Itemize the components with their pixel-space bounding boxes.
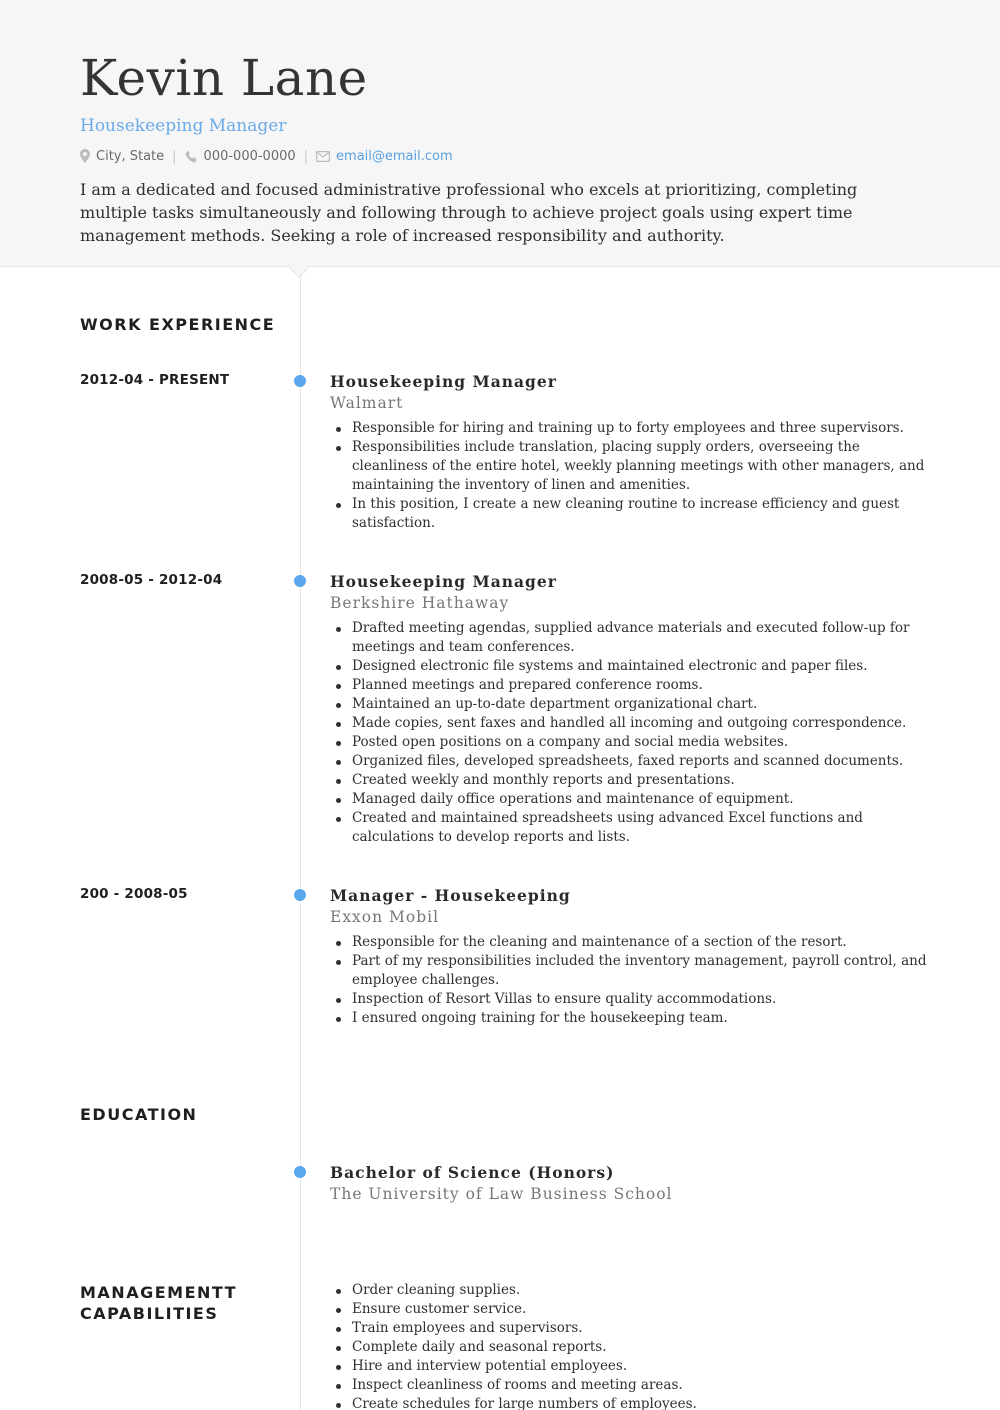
job-bullets bbox=[330, 933, 930, 1028]
list-item: Responsible for hiring and training up to forty employees and three supervisors. bbox=[330, 419, 930, 438]
contact-email[interactable] bbox=[316, 149, 453, 164]
list-item: Order cleaning supplies. bbox=[330, 1281, 930, 1300]
capabilities-list bbox=[330, 1281, 930, 1410]
contact-phone bbox=[185, 149, 296, 164]
job-entry bbox=[330, 571, 930, 847]
job-title: Manager - Housekeeping bbox=[330, 886, 571, 905]
list-item: Organized files, developed spreadsheets, faxed reports and scanned documents. bbox=[330, 752, 930, 771]
timeline-dot bbox=[294, 575, 306, 587]
capabilities-entry bbox=[330, 1281, 930, 1410]
contact-location bbox=[80, 149, 164, 164]
timeline-dot bbox=[294, 889, 306, 901]
list-item: I ensured ongoing training for the housekeeping team. bbox=[330, 1009, 930, 1028]
contact-separator: | bbox=[172, 148, 177, 164]
job-company: Walmart bbox=[330, 394, 404, 412]
list-item: Hire and interview potential employees. bbox=[330, 1357, 930, 1376]
list-item: Posted open positions on a company and social media websites. bbox=[330, 733, 930, 752]
phone-icon bbox=[185, 150, 198, 163]
degree-title: Bachelor of Science (Honors) bbox=[330, 1163, 615, 1182]
list-item: Responsible for the cleaning and maintenance of a section of the resort. bbox=[330, 933, 930, 952]
list-item: Designed electronic file systems and maintained electronic and paper files. bbox=[330, 657, 930, 676]
list-item: Inspection of Resort Villas to ensure quality accommodations. bbox=[330, 990, 930, 1009]
list-item: Created and maintained spreadsheets using advanced Excel functions and calculations to develop reports and lists. bbox=[330, 809, 930, 847]
list-item: Drafted meeting agendas, supplied advance materials and executed follow-up for meetings and team conferences. bbox=[330, 619, 930, 657]
job-entry bbox=[330, 371, 930, 533]
list-item: Part of my responsibilities included the inventory management, payroll control, and employee challenges. bbox=[330, 952, 930, 990]
job-dates: 2008-05 - 2012-04 bbox=[80, 572, 223, 588]
list-item: Create schedules for large numbers of employees. bbox=[330, 1395, 930, 1410]
list-item: Responsibilities include translation, placing supply orders, overseeing the cleanliness of the entire hotel, weekly planning meetings with other managers, and maintaining the inventory of linen and amenities. bbox=[330, 438, 930, 495]
location-text: City, State bbox=[96, 148, 165, 164]
list-item: Created weekly and monthly reports and presentations. bbox=[330, 771, 930, 790]
school-name: The University of Law Business School bbox=[330, 1185, 673, 1203]
capabilities-title-line1: MANAGEMENTT bbox=[80, 1283, 238, 1302]
job-entry bbox=[330, 885, 930, 1028]
phone-text: 000-000-0000 bbox=[203, 148, 296, 164]
list-item: Maintained an up-to-date department organizational chart. bbox=[330, 695, 930, 714]
contact-separator: | bbox=[303, 148, 309, 164]
job-company: Berkshire Hathaway bbox=[330, 594, 510, 612]
list-item: Train employees and supervisors. bbox=[330, 1319, 930, 1338]
section-title-work: WORK EXPERIENCE bbox=[80, 315, 276, 334]
resume-header bbox=[0, 0, 1000, 267]
job-company: Exxon Mobil bbox=[330, 908, 440, 926]
list-item: Managed daily office operations and maintenance of equipment. bbox=[330, 790, 930, 809]
timeline-dot bbox=[294, 375, 306, 387]
education-entry bbox=[330, 1162, 930, 1210]
timeline-dot bbox=[294, 1166, 306, 1178]
contact-bar bbox=[80, 146, 453, 166]
section-title-capabilities bbox=[80, 1282, 237, 1324]
candidate-name: Kevin Lane bbox=[80, 49, 368, 107]
job-bullets bbox=[330, 619, 930, 847]
job-dates: 2012-04 - PRESENT bbox=[80, 372, 230, 388]
email-link[interactable]: email@email.com bbox=[336, 148, 453, 164]
envelope-icon bbox=[316, 151, 330, 162]
list-item: Ensure customer service. bbox=[330, 1300, 930, 1319]
timeline-line bbox=[300, 274, 301, 1410]
list-item: Planned meetings and prepared conference rooms. bbox=[330, 676, 930, 695]
job-title: Housekeeping Manager bbox=[330, 372, 557, 391]
job-title: Housekeeping Manager bbox=[330, 572, 557, 591]
list-item: Inspect cleanliness of rooms and meeting areas. bbox=[330, 1376, 930, 1395]
capabilities-title-line2: CAPABILITIES bbox=[80, 1304, 219, 1323]
profile-summary: I am a dedicated and focused administrative professional who excels at prioritizing, completing multiple tasks simultaneously and following through to achieve project goals using expert time management methods. Seeking a role of increased responsibility and authority. bbox=[80, 180, 858, 245]
map-pin-icon bbox=[80, 149, 90, 163]
list-item: In this position, I create a new cleaning routine to increase efficiency and guest satisfaction. bbox=[330, 495, 930, 533]
job-dates: 200 - 2008-05 bbox=[80, 886, 188, 902]
section-title-education: EDUCATION bbox=[80, 1105, 198, 1124]
list-item: Complete daily and seasonal reports. bbox=[330, 1338, 930, 1357]
job-bullets bbox=[330, 419, 930, 533]
list-item: Made copies, sent faxes and handled all incoming and outgoing correspondence. bbox=[330, 714, 930, 733]
candidate-role: Housekeeping Manager bbox=[80, 116, 287, 136]
